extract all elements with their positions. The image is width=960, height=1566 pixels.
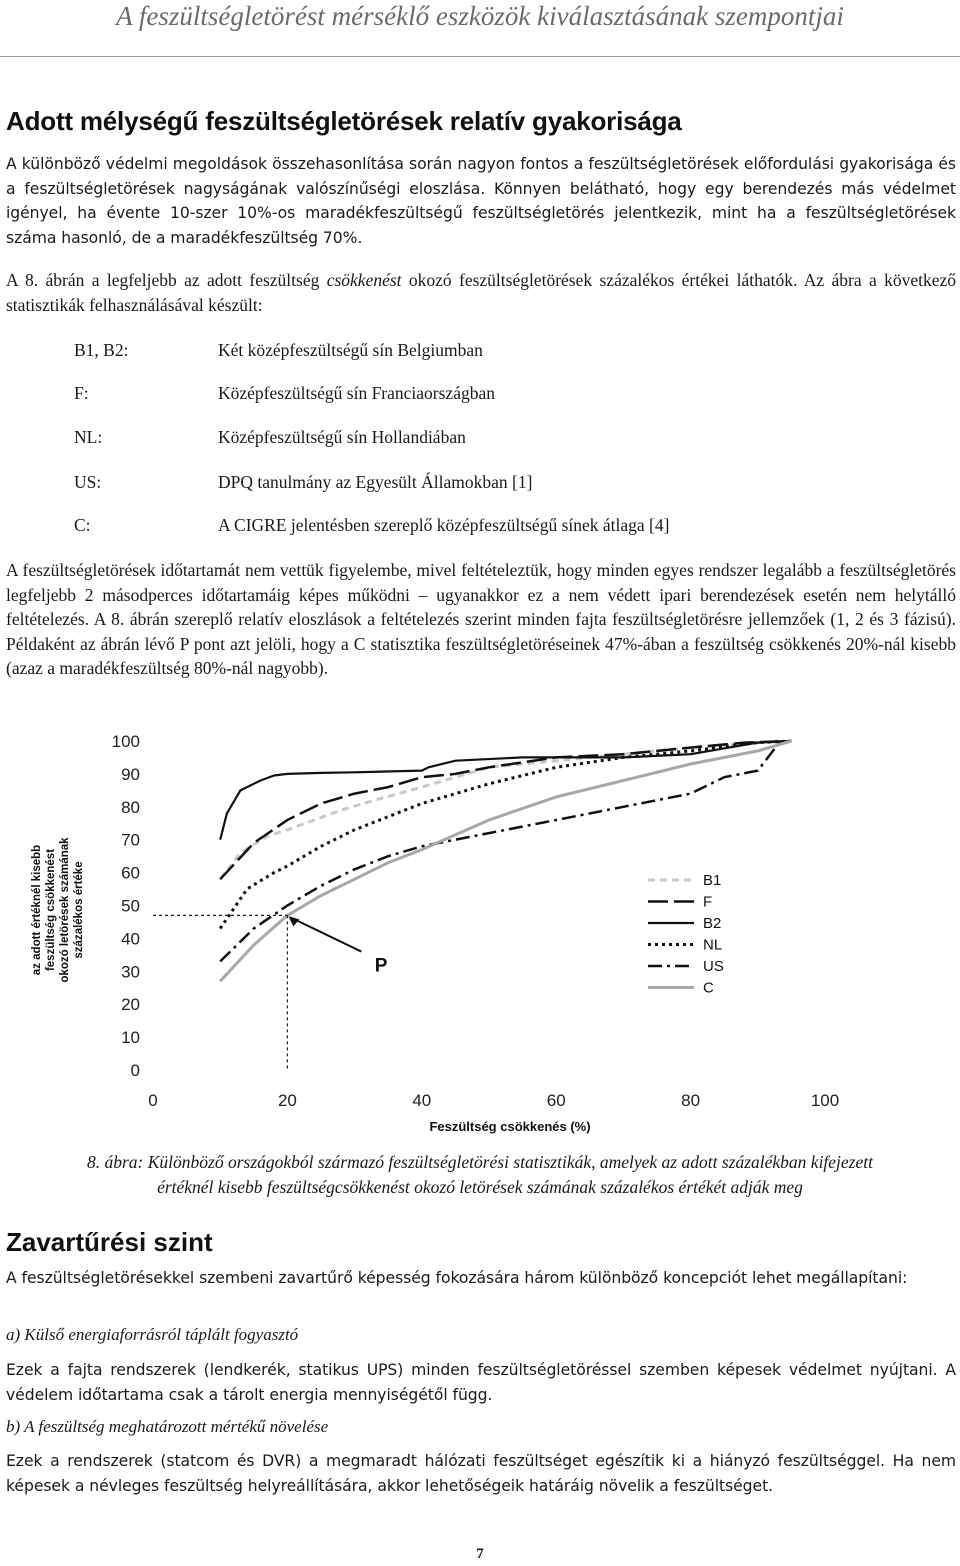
page-header bbox=[0, 0, 960, 56]
definition-value: Középfeszültségű sín Franciaországban bbox=[218, 383, 495, 403]
chart-point-marker bbox=[153, 915, 388, 1070]
chart-series-line-b2 bbox=[220, 741, 791, 840]
chart-y-tick-label: 50 bbox=[121, 896, 140, 916]
figure-caption-line: értéknél kisebb feszültségcsökkenést okozó letörések számának százalékos értékét adják meg bbox=[157, 1177, 803, 1197]
chart-y-axis-label bbox=[31, 837, 85, 983]
chart-x-axis-label: Feszültség csökkenés (%) bbox=[429, 1119, 591, 1134]
paragraph-emphasis: csökkenést bbox=[326, 270, 402, 290]
chart-y-tick-label: 70 bbox=[121, 830, 140, 850]
legend-label-b2: B2 bbox=[703, 915, 722, 932]
paragraph-intro: A különböző védelmi megoldások összehasonlítása során nagyon fontos a feszültségletörések előfordulási gyakorisága és a feszültségletörések nagyságának valószínűségi eloszlása. Könnyen belátható, hogy egy berendezés más védelmet igényel, ha évente 10-szer 10%-os maradékfeszültségű feszültségletörés jelentkezik, mint ha a feszültségletörések száma hasonló, de a maradékfeszültség 70%. bbox=[6, 155, 956, 247]
chart-y-axis-label-line: okozó letörések számának bbox=[59, 837, 71, 983]
chart-x-ticks bbox=[148, 1091, 839, 1110]
chart-y-axis-label-text bbox=[31, 837, 85, 983]
legend-label-c: C bbox=[703, 979, 714, 997]
figure-8-chart bbox=[0, 720, 960, 1140]
chart-y-axis-label-line: százalékos értéke bbox=[73, 861, 85, 959]
legend-label-b1: B1 bbox=[703, 872, 722, 889]
definition-key: B1, B2: bbox=[74, 340, 129, 360]
paragraph-subsection-b: Ezek a rendszerek (statcom és DVR) a megmaradt hálózati feszültséget egészítik ki a hiányzó feszültséggel. Ha nem képesek a névleges feszültség helyreállítására, akkor lehetőségeik határáig növelik a feszültséget. bbox=[6, 1452, 956, 1495]
chart-y-axis-label-line: az adott értéknél kisebb bbox=[31, 844, 43, 976]
definition-key: US: bbox=[74, 472, 102, 492]
chart-y-tick-label: 10 bbox=[121, 1028, 140, 1048]
legend-label-nl: NL bbox=[703, 936, 723, 954]
chart-y-tick-label: 60 bbox=[121, 863, 140, 883]
chart-legend bbox=[648, 872, 724, 997]
definition-key: F: bbox=[74, 383, 89, 403]
chart-point-label: P bbox=[374, 955, 388, 977]
definition-key: NL: bbox=[74, 427, 103, 447]
paragraph-figure-reference bbox=[6, 268, 956, 317]
legend-label-f: F bbox=[703, 893, 713, 911]
running-title: A feszültségletörést mérséklő eszközök kiválasztásának szempontjai bbox=[116, 1, 844, 31]
chart-x-tick-label: 100 bbox=[810, 1091, 840, 1110]
figure-caption bbox=[0, 1150, 960, 1200]
definition-value: A CIGRE jelentésben szereplő középfeszültségű sínek átlaga [4] bbox=[218, 515, 670, 535]
chart-x-tick-label: 40 bbox=[412, 1091, 432, 1110]
chart-x-tick-label: 80 bbox=[681, 1091, 701, 1110]
chart-y-tick-label: 100 bbox=[111, 732, 140, 751]
section-heading-immunity: Zavartűrési szint bbox=[6, 1227, 213, 1257]
chart-y-axis-label-line: feszültség csökkenést bbox=[45, 848, 57, 972]
paragraph-immunity-intro: A feszültségletörésekkel szembeni zavartűrő képesség fokozására három különböző koncepciót lehet megállapítani: bbox=[6, 1269, 908, 1287]
chart-y-tick-label: 40 bbox=[121, 929, 140, 949]
chart-x-tick-label: 60 bbox=[546, 1091, 566, 1110]
subsection-title-a: a) Külső energiaforrásról táplált fogyasztó bbox=[6, 1325, 299, 1344]
legend-label-us: US bbox=[703, 958, 724, 975]
page-number: 7 bbox=[476, 1546, 484, 1562]
section-heading-frequency: Adott mélységű feszültségletörések relatív gyakorisága bbox=[6, 106, 682, 136]
paragraph-methodology: A feszültségletörések időtartamát nem vettük figyelembe, mivel feltételeztük, hogy minden egyes rendszer legalább a feszültségletörés legfeljebb 2 másodperces időtartamáig képes működni – ugyanakkor ez a nem védett ipari berendezések esetén nem helytálló feltételezés. A 8. ábrán szereplő relatív eloszlások a feltételezés szerint minden fajta feszültségletörésre jellemzőek (1, 2 és 3 fázisú). Példaként az ábrán lévő P pont azt jelöli, hogy a C statisztika feszültségletöréseinek 47%-ában a feszültség csökkenés 20%-nál kisebb (azaz a maradékfeszültség 80%-nál nagyobb). bbox=[6, 560, 956, 678]
definition-value: Két középfeszültségű sín Belgiumban bbox=[218, 340, 483, 360]
chart-point-arrow bbox=[290, 917, 361, 951]
paragraph-subsection-a: Ezek a fajta rendszerek (lendkerék, statikus UPS) minden feszültségletöréssel szemben képesek védelmet nyújtani. A védelem időtartama csak a tárolt energia mennyiségétől függ. bbox=[6, 1361, 956, 1404]
chart-y-tick-label: 0 bbox=[130, 1061, 140, 1080]
chart-y-tick-label: 80 bbox=[121, 797, 140, 817]
chart-y-tick-label: 90 bbox=[121, 764, 140, 784]
chart-y-tick-label: 20 bbox=[121, 995, 140, 1015]
definition-key: C: bbox=[74, 515, 91, 535]
figure-caption-line: 8. ábra: Különböző országokból származó feszültségletörési statisztikák, amelyek az adott százalékban kifejezett bbox=[87, 1152, 873, 1172]
chart-y-ticks bbox=[112, 732, 140, 1080]
chart-x-tick-label: 20 bbox=[277, 1091, 297, 1110]
definition-value: DPQ tanulmány az Egyesült Államokban [1] bbox=[218, 472, 533, 492]
definition-value: Középfeszültségű sín Hollandiában bbox=[218, 427, 466, 447]
paragraph-text-end: okozó feszültségletörések százalékos értékei láthatók. Az ábra a következő statisztikák felhasználásával készült: bbox=[6, 270, 956, 315]
chart-x-tick-label: 0 bbox=[148, 1091, 158, 1110]
subsection-title-b: b) A feszültség meghatározott mértékű növelése bbox=[6, 1417, 329, 1436]
chart-y-tick-label: 30 bbox=[121, 962, 140, 982]
header-divider bbox=[0, 56, 960, 57]
paragraph-text-start: A 8. ábrán a legfeljebb az adott feszültség bbox=[6, 270, 327, 290]
